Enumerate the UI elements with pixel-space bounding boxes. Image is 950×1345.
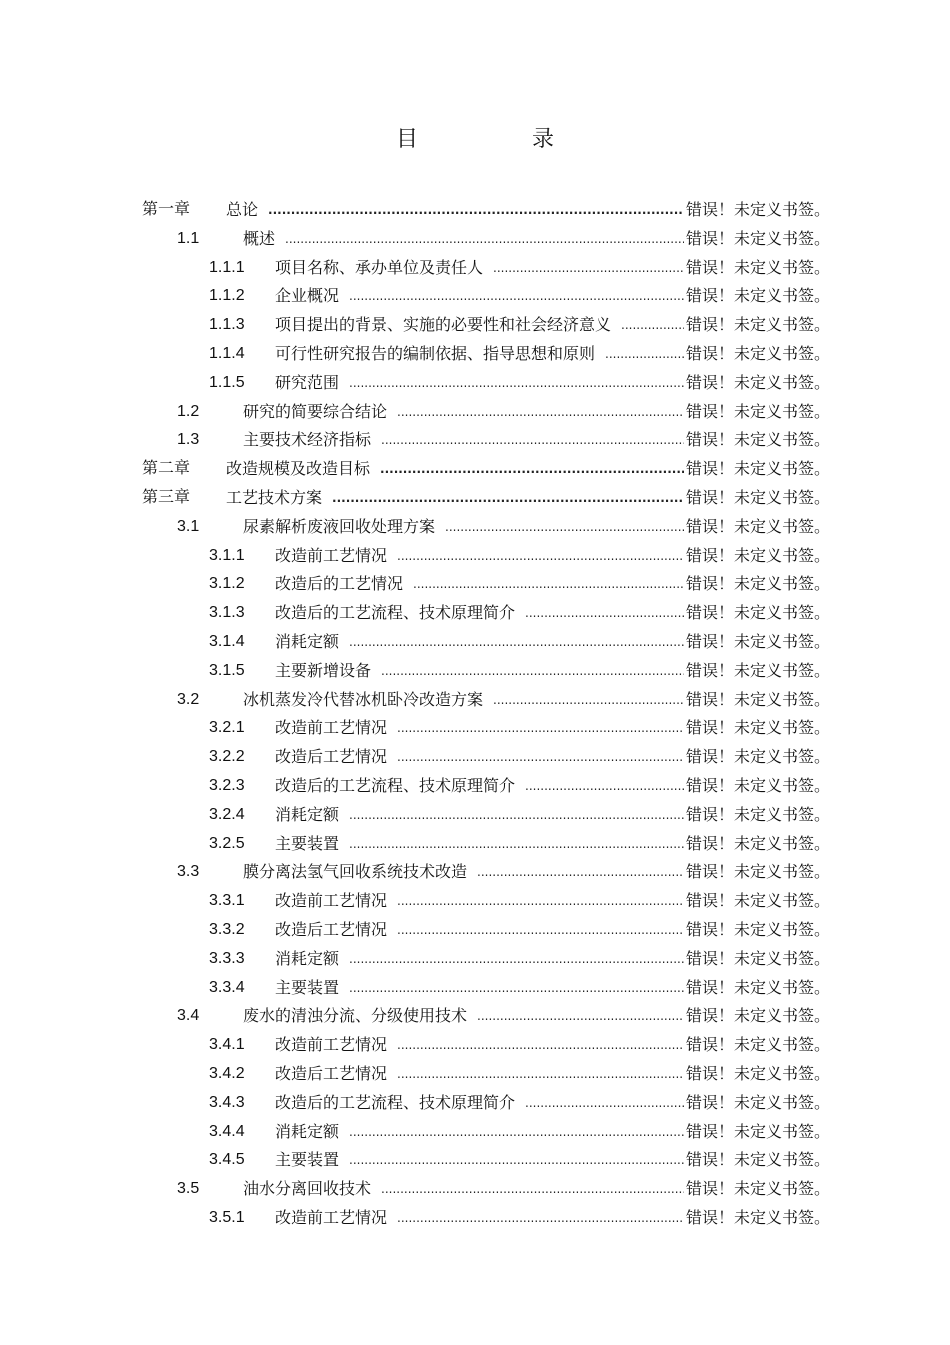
toc-entry-page-error: 错误！未定义书签。 — [685, 228, 830, 248]
toc-entry[interactable] — [209, 599, 830, 627]
toc-entry-number: 3.1.1 — [209, 546, 245, 564]
toc-entry-page-error: 错误！未定义书签。 — [685, 891, 830, 911]
toc-entry[interactable] — [209, 1031, 830, 1059]
toc-entry-number: 3.1.2 — [209, 575, 245, 593]
toc-entry-number: 3.3.2 — [209, 921, 245, 938]
toc-entry-text: 改造前工艺情况 — [275, 1035, 388, 1055]
toc-entry-page-error: 错误！未定义书签。 — [685, 660, 830, 680]
toc-entry-number: 3.2.1 — [209, 719, 245, 737]
toc-entry[interactable] — [209, 945, 830, 973]
toc-entry-page-error: 错误！未定义书签。 — [685, 286, 830, 306]
toc-entry-text: 消耗定额 — [275, 1121, 340, 1141]
toc-entry[interactable] — [209, 974, 830, 1002]
toc-entry-number: 3.3.3 — [209, 949, 245, 967]
toc-leader-dots — [397, 1060, 684, 1088]
toc-entry-number: 1.1.4 — [209, 345, 245, 362]
toc-entry-page-error: 错误！未定义书签。 — [685, 632, 830, 651]
toc-entry-page-error: 错误！未定义书签。 — [685, 718, 830, 738]
toc-entry-number: 1.1.1 — [209, 258, 245, 276]
toc-entry-number: 3.4.1 — [209, 1036, 245, 1054]
toc-entry-number: 3.3.1 — [209, 892, 245, 910]
toc-entry[interactable] — [209, 311, 830, 339]
toc-entry-number: 3.2.2 — [209, 748, 245, 766]
toc-leader-dots — [349, 974, 684, 1002]
toc-entry-page-error: 错误！未定义书签。 — [685, 1121, 830, 1141]
toc-entry-page-error: 错误！未定义书签。 — [685, 1150, 830, 1170]
toc-entry-page-error: 错误！未定义书签。 — [685, 1208, 830, 1227]
toc-leader-dots — [493, 686, 684, 714]
toc-entry-page-error: 错误！未定义书签。 — [685, 1179, 830, 1199]
toc-entry-text: 冰机蒸发冷代替冰机卧冷改造方案 — [243, 689, 484, 709]
toc-entry-number: 1.1 — [177, 229, 200, 247]
toc-entry[interactable] — [142, 455, 830, 483]
toc-entry-number: 3.4.2 — [209, 1065, 245, 1082]
toc-entry-page-error: 错误！未定义书签。 — [685, 920, 830, 939]
toc-entry-number: 3.2 — [177, 690, 200, 708]
toc-entry-number: 3.5 — [177, 1180, 200, 1198]
toc-entry-number: 3.2.4 — [209, 805, 245, 823]
toc-entry-number: 3.1 — [177, 517, 200, 535]
toc-entry-text: 改造前工艺情况 — [275, 891, 388, 911]
toc-entry-text: 主要装置 — [275, 977, 340, 997]
toc-leader-dots — [525, 772, 684, 800]
toc-leader-dots — [397, 1204, 684, 1232]
toc-entry-number: 3.1.5 — [209, 661, 245, 679]
toc-entry[interactable] — [209, 657, 830, 685]
toc-entry-number: 3.4.5 — [209, 1151, 245, 1169]
toc-title: 目 录 — [395, 127, 600, 152]
toc-leader-dots — [621, 311, 684, 339]
toc-entry-text: 改造前工艺情况 — [275, 718, 388, 738]
toc-entry-text: 废水的清浊分流、分级使用技术 — [243, 1006, 468, 1026]
toc-leader-dots — [493, 254, 684, 282]
toc-entry-text: 研究的简要综合结论 — [243, 401, 388, 421]
toc-leader-dots — [445, 513, 684, 541]
toc-entry-page-error: 错误！未定义书签。 — [685, 1092, 830, 1112]
toc-entry-page-error: 错误！未定义书签。 — [685, 257, 830, 277]
toc-entry-text: 改造后的工艺情况 — [275, 574, 404, 594]
toc-leader-dots — [477, 1002, 684, 1030]
toc-entry-page-error: 错误！未定义书签。 — [685, 1006, 830, 1026]
toc-entry-text: 改造后的工艺流程、技术原理简介 — [275, 776, 516, 795]
toc-entry[interactable] — [177, 858, 830, 886]
toc-entry[interactable] — [209, 916, 830, 944]
toc-entry-text: 膜分离法氢气回收系统技术改造 — [243, 862, 468, 882]
toc-entry[interactable] — [209, 772, 830, 800]
toc-entry[interactable] — [209, 1118, 830, 1146]
toc-entry-text: 项目提出的背景、实施的必要性和社会经济意义 — [275, 315, 612, 335]
toc-entry-page-error: 错误！未定义书签。 — [685, 833, 830, 853]
toc-leader-dots — [397, 398, 684, 426]
toc-leader-dots — [349, 1146, 684, 1174]
toc-entry-number: 1.1.5 — [209, 373, 245, 391]
toc-entry-text: 改造后的工艺流程、技术原理简介 — [275, 603, 516, 623]
toc-entry[interactable] — [177, 398, 830, 426]
toc-entry-page-error: 错误！未定义书签。 — [685, 430, 830, 450]
toc-entry-text: 改造规模及改造目标 — [226, 459, 371, 479]
toc-entry[interactable] — [177, 426, 830, 454]
toc-leader-dots — [605, 340, 684, 368]
toc-entry-number: 第三章 — [142, 489, 191, 506]
toc-entry[interactable] — [209, 282, 830, 310]
toc-entry-text: 主要装置 — [275, 833, 340, 853]
toc-entry-page-error: 错误！未定义书签。 — [685, 344, 830, 363]
toc-entry-page-error: 错误！未定义书签。 — [685, 862, 830, 882]
toc-entry-page-error: 错误！未定义书签。 — [685, 804, 830, 824]
toc-entry-number: 3.3.4 — [209, 978, 245, 996]
toc-entry-text: 改造后的工艺流程、技术原理简介 — [275, 1092, 516, 1112]
toc-entry[interactable] — [209, 254, 830, 282]
toc-entry[interactable] — [209, 1146, 830, 1174]
toc-entry-number: 3.3 — [177, 863, 200, 881]
toc-leader-dots — [525, 1089, 684, 1117]
toc-entry-text: 消耗定额 — [275, 804, 340, 824]
toc-leader-dots — [397, 916, 684, 944]
toc-entry[interactable] — [209, 570, 830, 598]
toc-entry-page-error: 错误！未定义书签。 — [685, 1064, 830, 1083]
toc-entry-text: 企业概况 — [275, 286, 340, 306]
toc-entry-number: 3.4.4 — [209, 1122, 245, 1140]
toc-entry[interactable] — [209, 1204, 830, 1232]
toc-entry[interactable] — [177, 686, 830, 714]
toc-entry-number: 第二章 — [142, 460, 191, 478]
toc-leader-dots — [381, 657, 684, 685]
toc-entry[interactable] — [209, 714, 830, 742]
toc-entry-page-error: 错误！未定义书签。 — [685, 574, 830, 594]
toc-leader-dots — [525, 599, 684, 627]
toc-leader-dots — [397, 743, 684, 771]
toc-entry-text: 主要新增设备 — [275, 660, 372, 680]
toc-entry-page-error: 错误！未定义书签。 — [685, 315, 830, 335]
toc-entry-number: 3.4 — [177, 1007, 200, 1025]
toc-entry-page-error: 错误！未定义书签。 — [685, 401, 830, 421]
toc-entry-page-error: 错误！未定义书签。 — [685, 689, 830, 709]
toc-entry-text: 改造前工艺情况 — [275, 1208, 388, 1227]
toc-leader-dots — [413, 570, 684, 598]
toc-leader-dots — [349, 945, 684, 973]
toc-leader-dots — [397, 1031, 684, 1059]
toc-entry-number: 3.4.3 — [209, 1093, 245, 1111]
toc-entry[interactable] — [177, 513, 830, 541]
toc-leader-dots — [477, 858, 684, 886]
toc-entry-text: 油水分离回收技术 — [243, 1179, 372, 1199]
toc-entry[interactable] — [209, 743, 830, 771]
toc-entry-page-error: 错误！未定义书签。 — [685, 459, 830, 479]
toc-entry-text: 可行性研究报告的编制依据、指导思想和原则 — [275, 344, 596, 363]
toc-leader-dots — [349, 628, 684, 656]
toc-leader-dots — [397, 714, 684, 742]
toc-entry[interactable] — [209, 887, 830, 915]
toc-entry[interactable] — [177, 1002, 830, 1030]
toc-entry-number: 3.2.5 — [209, 834, 245, 852]
toc-leader-dots — [380, 455, 684, 483]
toc-entry-page-error: 错误！未定义书签。 — [685, 747, 830, 767]
toc-entry[interactable] — [177, 225, 830, 253]
toc-entry-text: 消耗定额 — [275, 632, 340, 651]
toc-entry-page-error: 错误！未定义书签。 — [685, 948, 830, 968]
toc-entry-number: 1.2 — [177, 402, 200, 420]
toc-entry[interactable] — [209, 1060, 830, 1088]
toc-entry-text: 改造后工艺情况 — [275, 920, 388, 939]
toc-entry-page-error: 错误！未定义书签。 — [685, 1035, 830, 1055]
toc-entry-number: 3.5.1 — [209, 1209, 245, 1226]
toc-entry-page-error: 错误！未定义书签。 — [685, 603, 830, 623]
toc-leader-dots — [285, 225, 684, 253]
toc-entry-page-error: 错误！未定义书签。 — [685, 516, 830, 536]
toc-entry-text: 改造前工艺情况 — [275, 545, 388, 565]
toc-entry-text: 主要技术经济指标 — [243, 430, 372, 450]
toc-entry[interactable] — [142, 484, 830, 512]
toc-entry-text: 改造后工艺情况 — [275, 1064, 388, 1083]
toc-entry-number: 1.1.3 — [209, 316, 245, 334]
toc-entry[interactable] — [209, 340, 830, 368]
toc-leader-dots — [397, 887, 684, 915]
toc-leader-dots — [349, 801, 684, 829]
toc-entry-text: 概述 — [243, 228, 276, 248]
toc-entry-page-error: 错误！未定义书签。 — [685, 200, 830, 219]
toc-entry-page-error: 错误！未定义书签。 — [685, 372, 830, 392]
toc-entry-text: 总论 — [226, 200, 259, 219]
toc-leader-dots — [381, 426, 684, 454]
toc-leader-dots — [349, 830, 684, 858]
toc-entry-text: 主要装置 — [275, 1150, 340, 1170]
toc-entry-number: 3.1.4 — [209, 633, 245, 650]
toc-entry-text: 研究范围 — [275, 372, 340, 392]
toc-entry-text: 改造后工艺情况 — [275, 747, 388, 767]
toc-entry[interactable] — [177, 1175, 830, 1203]
toc-entry-page-error: 错误！未定义书签。 — [685, 776, 830, 795]
toc-entry-text: 项目名称、承办单位及责任人 — [275, 257, 484, 277]
toc-leader-dots — [349, 282, 684, 310]
toc-entry[interactable] — [142, 196, 830, 224]
toc-leader-dots — [397, 542, 684, 570]
toc-leader-dots — [381, 1175, 684, 1203]
toc-entry[interactable] — [209, 628, 830, 656]
toc-entry-text: 消耗定额 — [275, 948, 340, 968]
toc-entry[interactable] — [209, 801, 830, 829]
toc-leader-dots — [332, 484, 684, 512]
toc-leader-dots — [349, 1118, 684, 1146]
toc-entry-text: 尿素解析废液回收处理方案 — [243, 516, 436, 536]
toc-entry-number: 1.1.2 — [209, 287, 245, 305]
toc-entry[interactable] — [209, 542, 830, 570]
toc-entry-number: 第一章 — [142, 201, 191, 218]
toc-entry-page-error: 错误！未定义书签。 — [685, 977, 830, 997]
toc-entry[interactable] — [209, 830, 830, 858]
toc-leader-dots — [268, 196, 684, 224]
toc-entry[interactable] — [209, 369, 830, 397]
toc-entry-text: 工艺技术方案 — [226, 488, 323, 507]
toc-entry-number: 3.1.3 — [209, 604, 245, 622]
toc-entry-page-error: 错误！未定义书签。 — [685, 545, 830, 565]
toc-entry-number: 1.3 — [177, 431, 200, 449]
toc-entry-page-error: 错误！未定义书签。 — [685, 488, 830, 507]
toc-leader-dots — [349, 369, 684, 397]
toc-entry-number: 3.2.3 — [209, 777, 245, 794]
toc-entry[interactable] — [209, 1089, 830, 1117]
